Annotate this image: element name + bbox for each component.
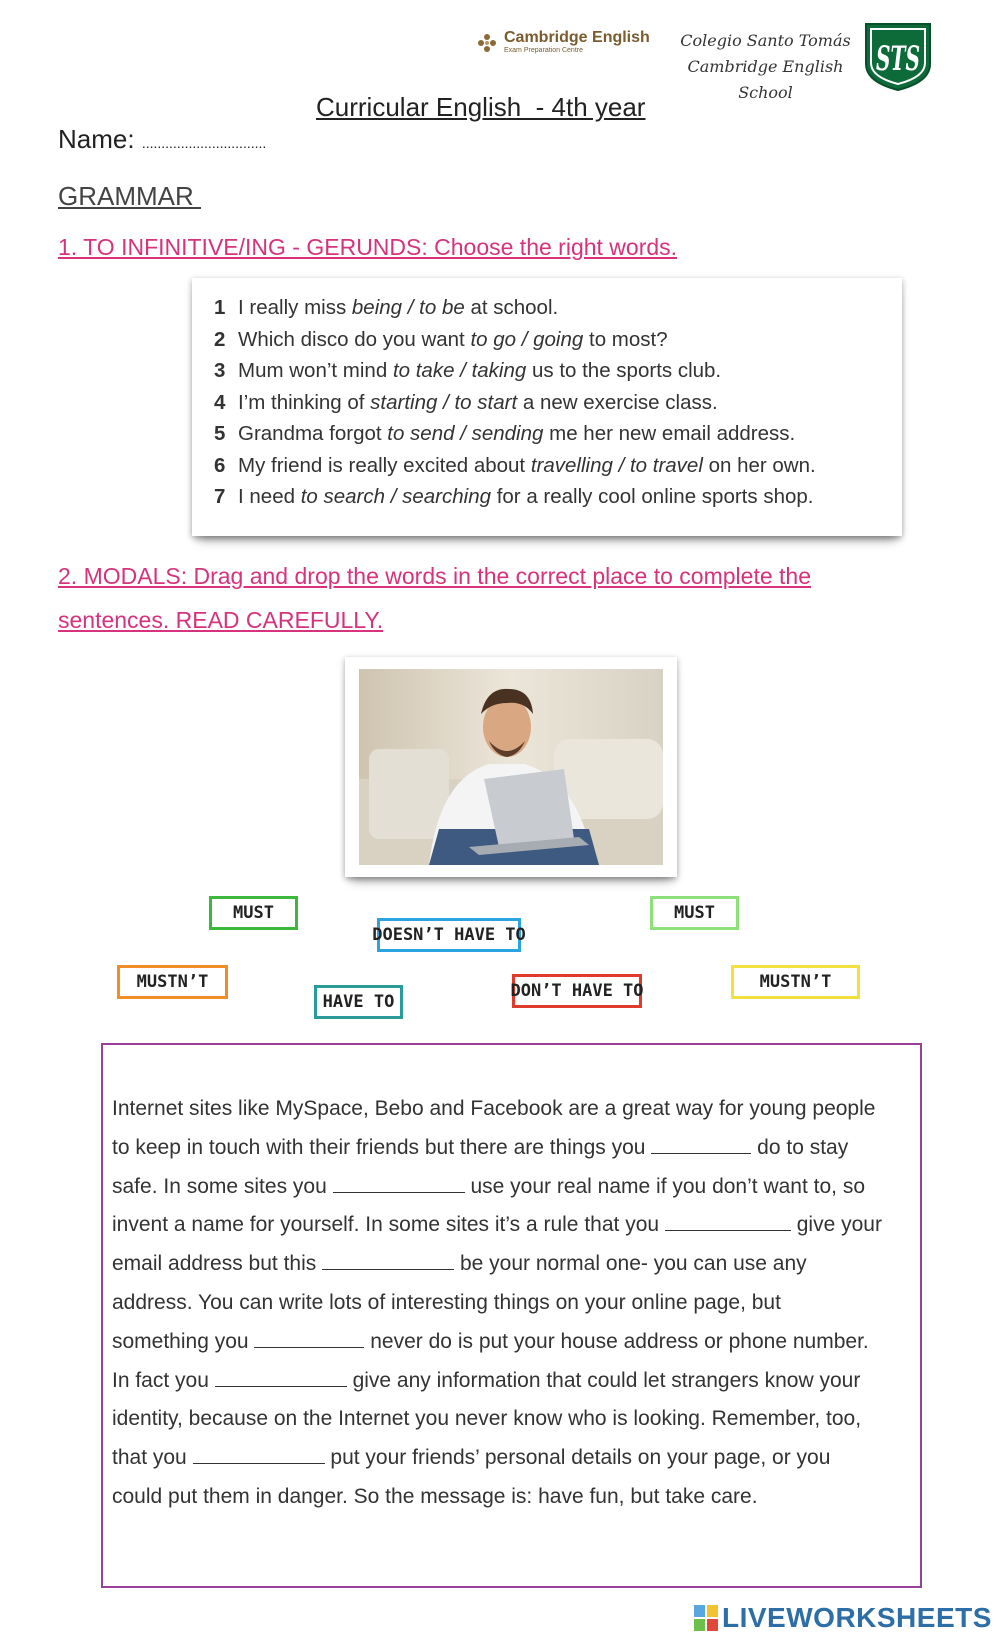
item-text-before: I’m thinking of xyxy=(238,390,371,414)
exercise1-item xyxy=(214,387,902,419)
school-crest-icon xyxy=(862,20,934,92)
name-row xyxy=(58,124,266,155)
item-number: 3 xyxy=(214,359,226,382)
answer-blank-4[interactable] xyxy=(322,1251,454,1270)
item-text-after: to most? xyxy=(583,327,668,351)
item-text-before: I need xyxy=(238,485,301,508)
passage-text xyxy=(112,1090,912,1517)
item-text-before: Which disco do you want xyxy=(238,327,471,351)
man-with-laptop-photo xyxy=(359,669,663,865)
page-title: Curricular English - 4th year xyxy=(316,92,646,122)
crest-letters: STS xyxy=(876,39,920,79)
item-choice[interactable]: travelling / to travel xyxy=(530,453,703,477)
answer-blank-3[interactable] xyxy=(665,1212,791,1231)
item-number: 4 xyxy=(214,390,226,414)
item-text-after: me her new email address. xyxy=(543,422,796,445)
item-choice[interactable]: being / to be xyxy=(351,296,465,319)
item-number: 1 xyxy=(214,296,226,319)
exercise1-item xyxy=(214,324,902,356)
passage-line: that you put your friends’ personal details on your page, or you xyxy=(112,1446,831,1470)
drag-tag-mustnt[interactable]: MUSTN’T xyxy=(731,965,860,999)
passage-line: email address but this be your normal one- you can use any xyxy=(112,1252,807,1276)
photo-frame xyxy=(345,657,677,877)
passage-line: invent a name for yourself. In some sites it’s a rule that you give your xyxy=(112,1213,882,1237)
passage-line: safe. In some sites you use your real name if you don’t want to, so xyxy=(112,1174,865,1198)
answer-blank-5[interactable] xyxy=(254,1329,364,1348)
school-name xyxy=(668,28,863,106)
section2-heading-line2: sentences. READ CAREFULLY. xyxy=(58,607,384,633)
item-number: 6 xyxy=(214,453,226,477)
item-text-after: for a really cool online sports shop. xyxy=(491,485,814,508)
exercise1-item xyxy=(214,292,902,324)
answer-blank-1[interactable] xyxy=(651,1135,751,1154)
passage-line: to keep in touch with their friends but there are things you do to stay xyxy=(112,1135,849,1159)
passage-line: could put them in danger. So the message is: have fun, but take care. xyxy=(112,1484,758,1508)
item-choice[interactable]: to take / taking xyxy=(392,359,527,382)
item-text-after: at school. xyxy=(464,296,559,319)
section2-heading-line1: 2. MODALS: Drag and drop the words in the correct place to complete the xyxy=(58,563,811,589)
cambridge-english-logo xyxy=(476,30,650,55)
item-text-after: us to the sports club. xyxy=(526,359,722,382)
item-number: 2 xyxy=(214,327,226,351)
item-number: 5 xyxy=(214,422,226,445)
passage-box xyxy=(101,1043,922,1588)
item-text-before: I really miss xyxy=(238,296,352,319)
item-text-before: Grandma forgot xyxy=(238,422,388,445)
exercise1-box xyxy=(192,278,902,536)
name-label: Name: xyxy=(58,124,135,154)
section1-heading: 1. TO INFINITIVE/ING - GERUNDS: Choose the right words. xyxy=(58,234,678,260)
item-choice[interactable]: to send / sending xyxy=(387,422,544,445)
exercise1-item xyxy=(214,418,902,450)
item-text-before: My friend is really excited about xyxy=(238,453,531,477)
school-name-line2: Cambridge English School xyxy=(687,57,844,102)
answer-blank-2[interactable] xyxy=(333,1174,465,1193)
drag-tag-have-to[interactable]: HAVE TO xyxy=(314,985,403,1019)
grammar-heading: GRAMMAR xyxy=(58,181,201,211)
school-name-line1: Colegio Santo Tomás xyxy=(680,31,851,50)
item-choice[interactable]: to search / searching xyxy=(300,485,491,508)
drag-tag-must[interactable]: MUST xyxy=(650,896,739,930)
passage-line: identity, because on the Internet you never know who is looking. Remember, too, xyxy=(112,1407,862,1431)
passage-line: Internet sites like MySpace, Bebo and Facebook are a great way for young people xyxy=(112,1097,876,1120)
passage-line: address. You can write lots of interesting things on your online page, but xyxy=(112,1290,781,1314)
item-text-before: Mum won’t mind xyxy=(238,359,393,382)
name-field[interactable]: ................................ xyxy=(141,135,267,151)
liveworksheets-logo xyxy=(694,1602,992,1634)
cambridge-flower-icon xyxy=(476,32,498,54)
drag-tag-dont-have-to[interactable]: DON’T HAVE TO xyxy=(512,974,642,1008)
item-number: 7 xyxy=(214,485,226,508)
item-choice[interactable]: to go / going xyxy=(470,327,584,351)
item-text-after: on her own. xyxy=(702,453,816,477)
answer-blank-7[interactable] xyxy=(193,1445,325,1464)
liveworksheets-icon xyxy=(694,1605,718,1631)
passage-line: In fact you give any information that could let strangers know your xyxy=(112,1368,861,1392)
cambridge-title: Cambridge English xyxy=(504,29,650,46)
exercise1-item xyxy=(214,481,902,513)
drag-tag-mustnt[interactable]: MUSTN’T xyxy=(117,965,228,999)
passage-line: something you never do is put your house address or phone number. xyxy=(112,1329,869,1353)
item-text-after: a new exercise class. xyxy=(517,390,718,414)
cambridge-subtitle: Exam Preparation Centre xyxy=(504,47,583,54)
item-choice[interactable]: starting / to start xyxy=(370,390,518,414)
liveworksheets-brand: LIVEWORKSHEETS xyxy=(722,1602,992,1633)
exercise1-item xyxy=(214,450,902,482)
answer-blank-6[interactable] xyxy=(215,1368,347,1387)
drag-tag-doesnt-have-to[interactable]: DOESN’T HAVE TO xyxy=(377,918,521,952)
exercise1-item xyxy=(214,355,902,387)
exercise1-list xyxy=(192,278,902,513)
drag-tag-must[interactable]: MUST xyxy=(209,896,298,930)
